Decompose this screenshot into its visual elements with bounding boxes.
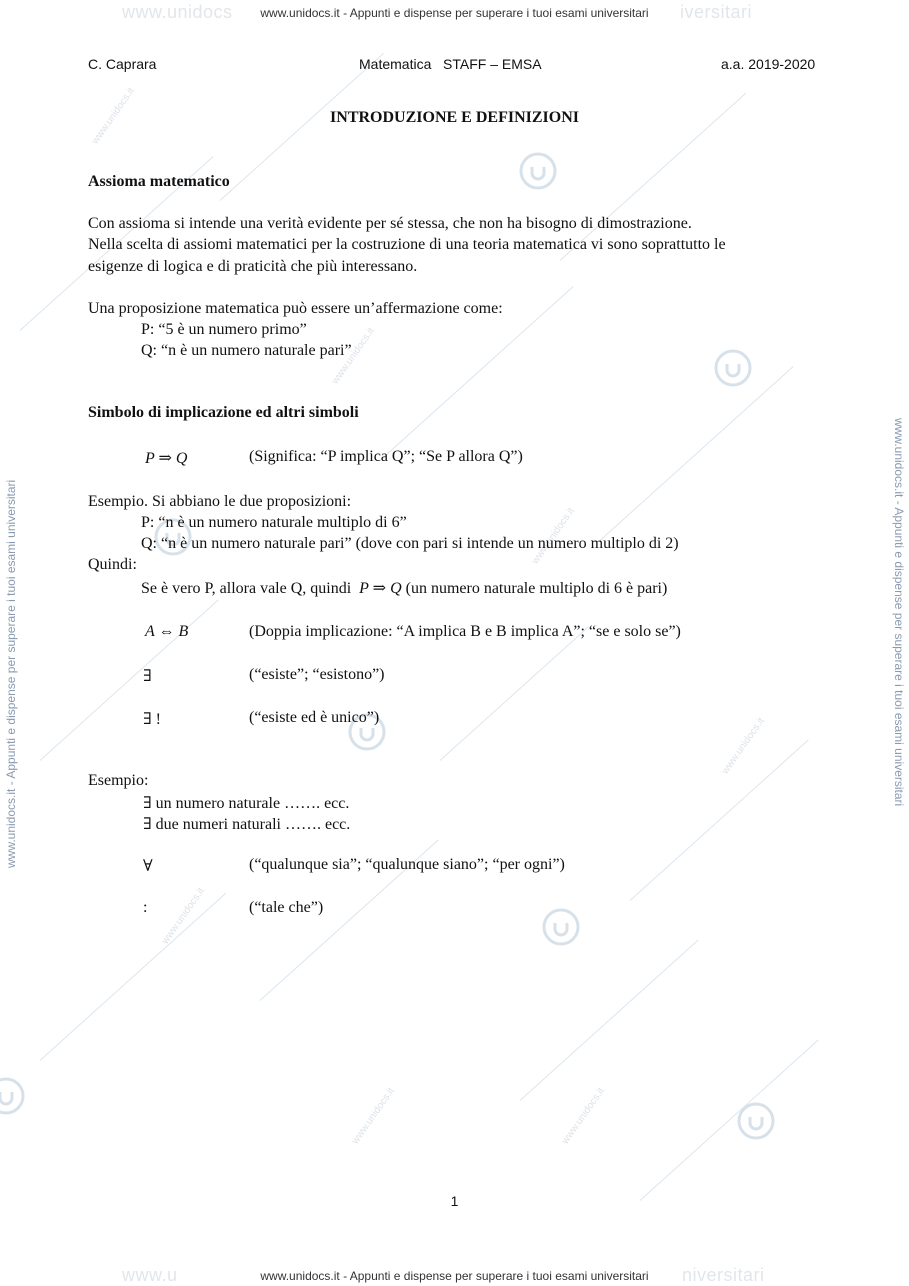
watermark-left-banner: www.unidocs.it - Appunti e dispense per superare i tuoi esami universitari bbox=[4, 479, 18, 868]
header-year: a.a. 2019-2020 bbox=[721, 56, 816, 72]
paragraph: Nella scelta di assiomi matematici per la costruzione di una teoria matematica vi sono soprattutto le bbox=[88, 236, 726, 253]
conclusion-text: (un numero naturale multiplo di 6 è pari) bbox=[405, 580, 668, 597]
watermark-stamp: www.unidocs.it bbox=[720, 715, 767, 777]
watermark-top-banner: www.unidocs.it - Appunti e dispense per superare i tuoi esami universitari bbox=[260, 6, 649, 20]
watermark-ghost-text: niversitari bbox=[682, 1265, 765, 1285]
header-course: Matematica STAFF – EMSA bbox=[359, 56, 542, 72]
example-proposition-p: P: “n è un numero naturale multiplo di 6” bbox=[141, 514, 407, 531]
such-that-symbol: : bbox=[143, 899, 148, 916]
section-heading-simboli: Simbolo di implicazione ed altri simboli bbox=[88, 404, 359, 421]
example-proposition-p: P: “5 è un numero primo” bbox=[141, 321, 307, 338]
unidocs-logo-icon bbox=[541, 907, 581, 947]
watermark-right-banner: www.unidocs.it - Appunti e dispense per superare i tuoi esami universitari bbox=[892, 418, 906, 807]
example-line: ∃ un numero naturale ……. ecc. bbox=[143, 795, 350, 812]
watermark-ghost-text: www.u bbox=[122, 1265, 178, 1285]
header-author: C. Caprara bbox=[88, 56, 157, 72]
exists-unique-symbol: ∃ ! bbox=[143, 711, 162, 728]
such-that-meaning: (“tale che”) bbox=[249, 899, 324, 916]
forall-meaning: (“qualunque sia”; “qualunque siano”; “per ogni”) bbox=[249, 856, 565, 873]
watermark-stamp: www.unidocs.it bbox=[530, 505, 577, 567]
unidocs-logo-icon bbox=[0, 1076, 26, 1116]
unidocs-logo-icon bbox=[713, 348, 753, 388]
paragraph: esigenze di logica e di praticità che più interessano. bbox=[88, 258, 418, 275]
watermark-ghost-text: iversitari bbox=[680, 2, 753, 22]
watermark-stamp: www.unidocs.it bbox=[160, 885, 207, 947]
forall-symbol: ∀ bbox=[143, 858, 153, 875]
paragraph: Con assioma si intende una verità evidente per sé stessa, che non ha bisogno di dimostrazione. bbox=[88, 215, 692, 232]
implication-symbol: P ⇒ Q bbox=[145, 450, 188, 467]
example-proposition-q: Q: “n è un numero naturale pari” bbox=[141, 342, 352, 359]
example-intro: Esempio. Si abbiano le due proposizioni: bbox=[88, 493, 352, 510]
watermark-stamp: www.unidocs.it bbox=[560, 1085, 607, 1147]
page-number: 1 bbox=[450, 1193, 459, 1209]
watermark-bottom-banner: www.unidocs.it - Appunti e dispense per superare i tuoi esami universitari bbox=[260, 1269, 649, 1283]
unidocs-logo-icon bbox=[736, 1101, 776, 1141]
example-label: Esempio: bbox=[88, 772, 149, 789]
watermark-ghost-text: www.unidocs bbox=[122, 2, 233, 22]
paragraph: Una proposizione matematica può essere un’affermazione come: bbox=[88, 300, 503, 317]
conclusion-line bbox=[141, 578, 667, 598]
exists-unique-meaning: (“esiste ed è unico”) bbox=[249, 709, 380, 726]
conclusion-text: Se è vero P, allora vale Q, quindi bbox=[141, 580, 352, 597]
watermark-stamp: www.unidocs.it bbox=[90, 85, 137, 147]
unidocs-logo-icon bbox=[518, 151, 558, 191]
example-line: ∃ due numeri naturali ……. ecc. bbox=[143, 816, 351, 833]
iff-meaning: (Doppia implicazione: “A implica B e B implica A”; “se e solo se”) bbox=[249, 623, 681, 640]
exists-meaning: (“esiste”; “esistono”) bbox=[249, 666, 385, 683]
example-proposition-q: Q: “n è un numero naturale pari” (dove con pari si intende un numero multiplo di 2) bbox=[141, 535, 679, 552]
page-title: INTRODUZIONE E DEFINIZIONI bbox=[330, 109, 579, 126]
exists-symbol: ∃ bbox=[143, 668, 152, 685]
section-heading-assioma: Assioma matematico bbox=[88, 173, 230, 190]
iff-symbol: A ⇔ B bbox=[145, 623, 189, 640]
conclusion-symbol: P ⇒ Q bbox=[359, 580, 402, 597]
implication-meaning: (Significa: “P implica Q”; “Se P allora Q”) bbox=[249, 448, 523, 465]
watermark-stamp: www.unidocs.it bbox=[330, 325, 377, 387]
watermark-stamp: www.unidocs.it bbox=[350, 1085, 397, 1147]
quindi-label: Quindi: bbox=[88, 556, 137, 573]
